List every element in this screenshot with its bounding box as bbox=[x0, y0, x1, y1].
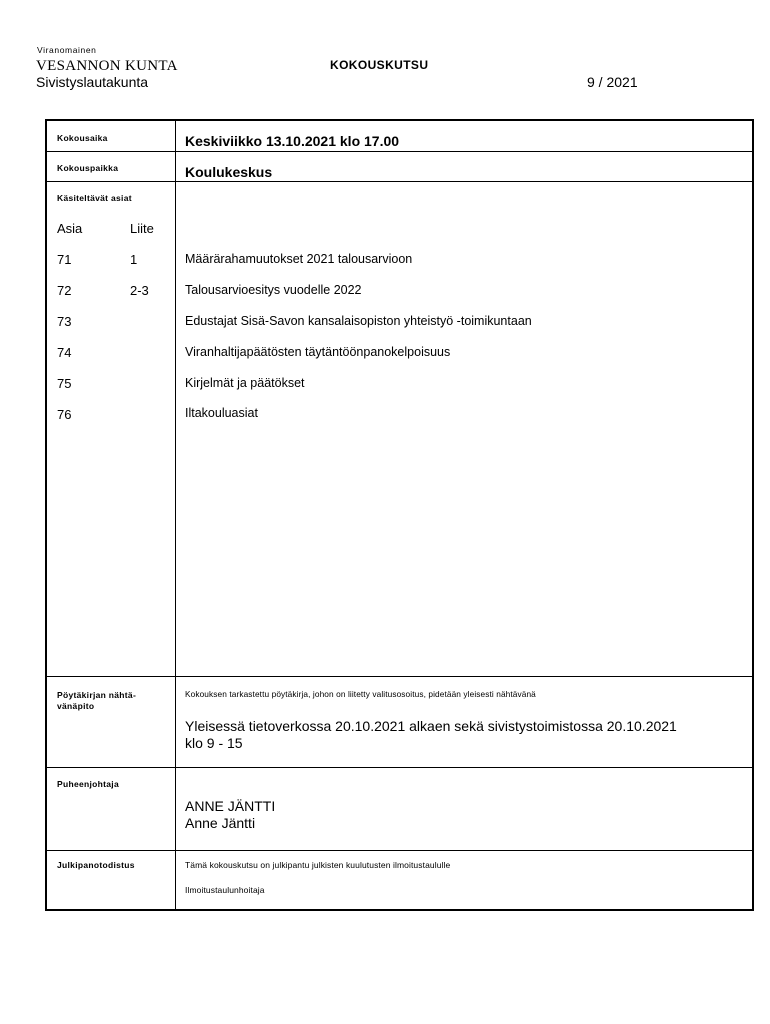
publication-label: Julkipanotodistus bbox=[57, 860, 135, 870]
meeting-place-label: Kokouspaikka bbox=[57, 163, 119, 173]
row-divider bbox=[47, 151, 752, 152]
agenda-item-attachment: 2-3 bbox=[130, 283, 149, 298]
agenda-item-title: Kirjelmät ja päätökset bbox=[185, 376, 305, 390]
agenda-item-title: Viranhaltijapäätösten täytäntöönpanokelpoisuus bbox=[185, 345, 451, 359]
agenda-item-number: 76 bbox=[57, 407, 72, 422]
agenda-item-number: 72 bbox=[57, 283, 72, 298]
agenda-item-title: Talousarvioesitys vuodelle 2022 bbox=[185, 283, 362, 297]
agenda-item-attachment: 1 bbox=[130, 252, 138, 267]
agenda-item-number: 74 bbox=[57, 345, 72, 360]
publication-role: Ilmoitustaulunhoitaja bbox=[185, 885, 265, 895]
agenda-item-number: 73 bbox=[57, 314, 72, 329]
meeting-invitation-table bbox=[45, 119, 754, 911]
row-divider bbox=[47, 767, 752, 768]
minutes-label-line: vänäpito bbox=[57, 701, 95, 711]
minutes-detail bbox=[185, 718, 677, 752]
chair-label: Puheenjohtaja bbox=[57, 779, 119, 789]
agenda-item-title: Määrärahamuutokset 2021 talousarvioon bbox=[185, 252, 413, 266]
agenda-item-number: 75 bbox=[57, 376, 72, 391]
minutes-detail-line: klo 9 - 15 bbox=[185, 735, 243, 751]
row-divider bbox=[47, 181, 752, 182]
publication-text: Tämä kokouskutsu on julkipantu julkisten kuulutusten ilmoitustaululle bbox=[185, 860, 451, 870]
authority-label: Viranomainen bbox=[37, 45, 97, 55]
minutes-label-line: Pöytäkirjan nähtä- bbox=[57, 690, 137, 700]
row-divider bbox=[47, 676, 752, 677]
minutes-display-label bbox=[57, 690, 136, 712]
agenda-item-title: Iltakouluasiat bbox=[185, 406, 258, 420]
municipality-name: VESANNON KUNTA bbox=[36, 58, 178, 74]
minutes-note: Kokouksen tarkastettu pöytäkirja, johon on liitetty valitusosoitus, pidetään yleisesti nähtävänä bbox=[185, 689, 536, 699]
meeting-time-value: Keskiviikko 13.10.2021 klo 17.00 bbox=[185, 133, 400, 149]
chair-signature bbox=[185, 798, 275, 832]
agenda-section-label: Käsiteltävät asiat bbox=[57, 193, 132, 203]
agenda-col-item: Asia bbox=[57, 221, 83, 236]
chair-name-upper: ANNE JÄNTTI bbox=[185, 798, 276, 814]
minutes-detail-line: Yleisessä tietoverkossa 20.10.2021 alkaen sekä sivistystoimistossa 20.10.2021 bbox=[185, 718, 677, 734]
chair-name: Anne Jäntti bbox=[185, 815, 256, 831]
document-type: KOKOUSKUTSU bbox=[330, 58, 429, 72]
row-divider bbox=[47, 850, 752, 851]
agenda-col-attachment: Liite bbox=[130, 221, 154, 236]
meeting-number: 9 / 2021 bbox=[587, 74, 638, 90]
meeting-time-label: Kokousaika bbox=[57, 133, 108, 143]
agenda-item-number: 71 bbox=[57, 252, 72, 267]
committee-name: Sivistyslautakunta bbox=[36, 74, 149, 90]
agenda-item-title: Edustajat Sisä-Savon kansalaisopiston yhteistyö -toimikuntaan bbox=[185, 314, 532, 328]
column-divider bbox=[175, 121, 176, 909]
meeting-place-value: Koulukeskus bbox=[185, 164, 273, 180]
